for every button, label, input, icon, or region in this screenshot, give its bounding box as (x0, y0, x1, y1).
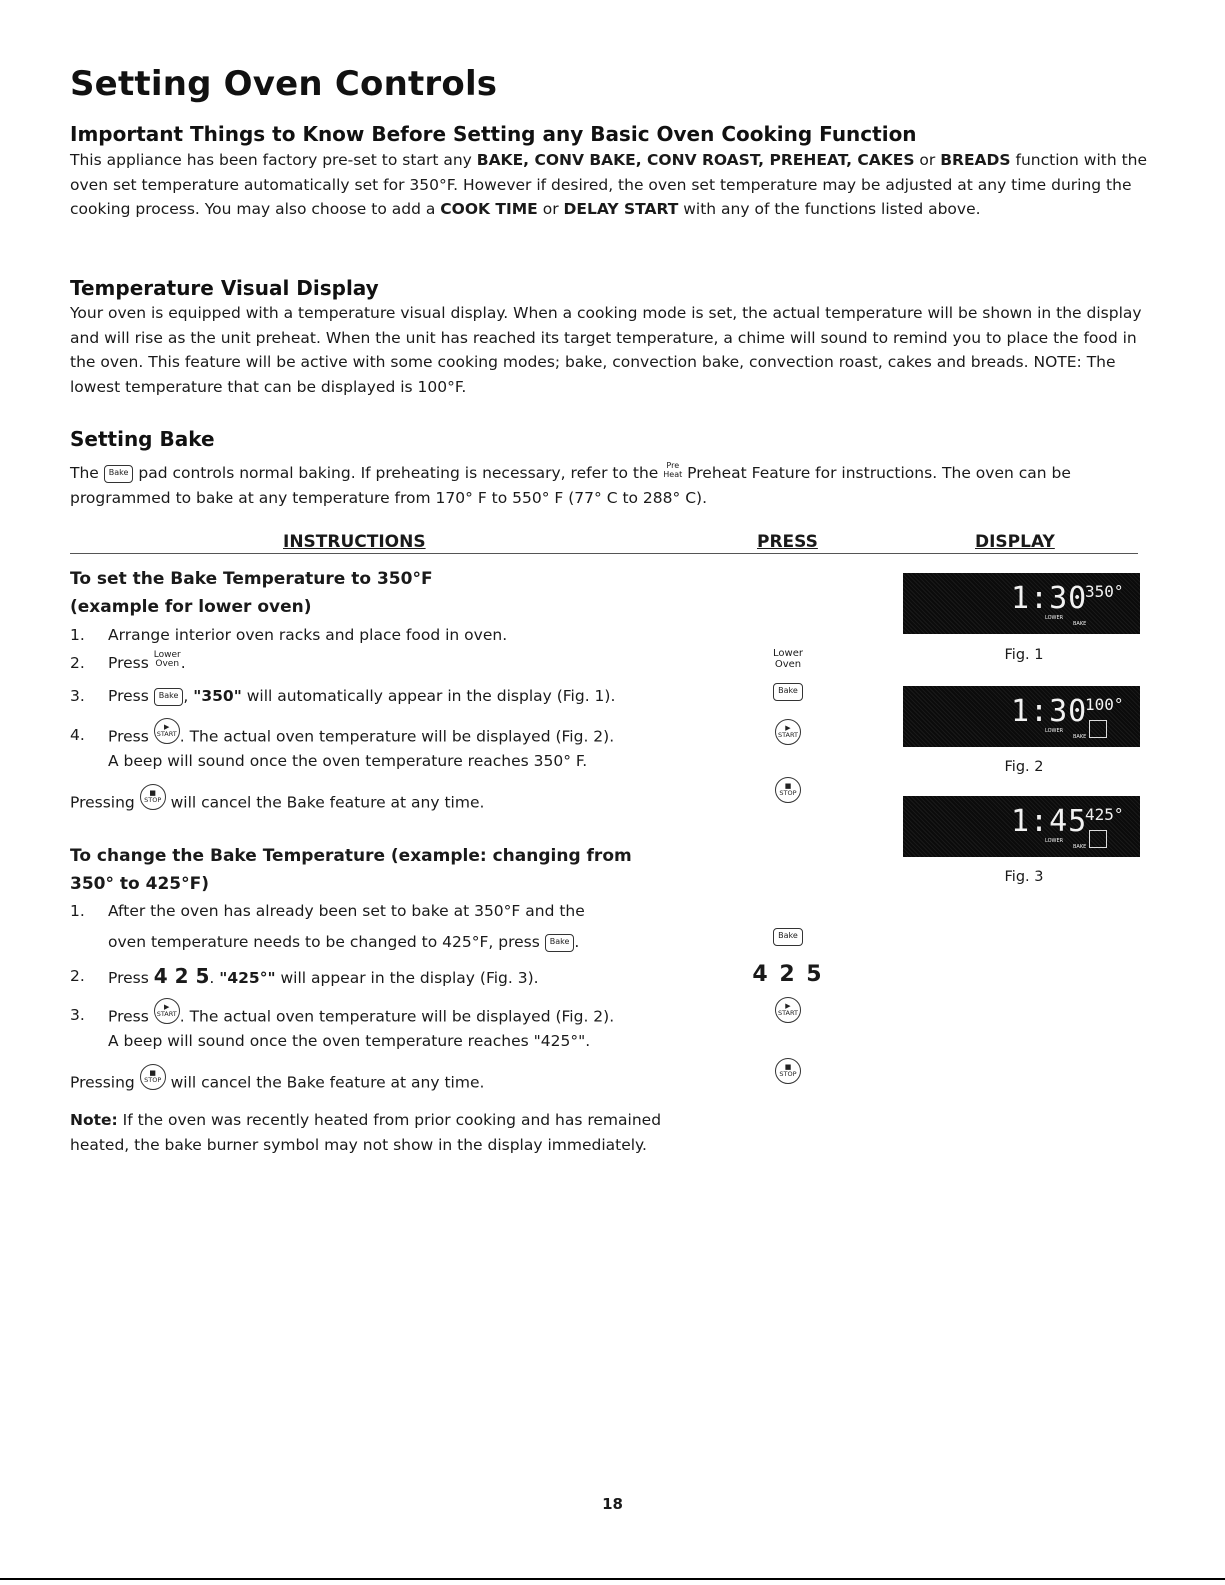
section-text-important: This appliance has been factory pre-set to start any BAKE, CONV BAKE, CONV ROAST, PREHEAT, CAKES or BREADS function with the oven set temperature automatically set for 350°F. However if desired, the oven set temperature may be adjusted at any time during the cooking process. You may also choose to add a COOK TIME or DELAY START with any of the functions listed above. (70, 151, 1148, 218)
block1-step-1: 1. Arrange interior oven racks and place food in oven. (70, 626, 508, 644)
block1-step-2: 2. Press Lower Oven . (70, 649, 186, 672)
page-number: 18 (602, 1495, 623, 1513)
stop-pad-icon: ■ STOP (140, 784, 166, 810)
block1-heading: To set the Bake Temperature to 350°F (70, 569, 433, 589)
bake-pad-icon: Bake (104, 465, 134, 483)
oven-display-fig2: 1:30 100° LOWER BAKE (903, 686, 1140, 747)
block2-subheading: 350° to 425°F) (70, 874, 209, 894)
section-heading-important: Important Things to Know Before Setting any Basic Oven Cooking Function (70, 122, 917, 146)
block1-subheading: (example for lower oven) (70, 597, 312, 617)
block2-step-2: 2. Press 4 2 5. "425°" will appear in the display (Fig. 3). (70, 964, 539, 988)
block2-step-3: 3. Press ▶ START . The actual oven temperature will be displayed (Fig. 2). (70, 1004, 750, 1030)
block2-cancel-note: Pressing ■ STOP will cancel the Bake feature at any time. (70, 1070, 484, 1096)
section-text-setting-bake: The Bake pad controls normal baking. If preheating is necessary, refer to the Pre Heat Preheat Feature for instructions. The oven can be programmed to bake at any temperature from 170° F to 550° F (77° C to 288° C). (70, 460, 1071, 507)
section-heading-setting-bake: Setting Bake (70, 427, 215, 451)
column-header-display: DISPLAY (975, 532, 1055, 552)
press-digits: 4 2 5 (752, 962, 824, 987)
section-text-temperature-display: Your oven is equipped with a temperature visual display. When a cooking mode is set, the actual temperature will be shown in the display and will rise as the unit preheat. When the unit has reached its target temperature, a chime will sound to remind you to place the food in the oven. This feature will be active with some cooking modes; bake, convection bake, convection roast, cakes and breads. NOTE: The lowest temperature that can be displayed is 100°F. (70, 304, 1142, 396)
bake-burner-icon (1089, 720, 1107, 738)
column-header-press: PRESS (757, 532, 818, 552)
press-stop-icon: ■ STOP (760, 777, 816, 803)
block1-step-4: 4. Press ▶ START . The actual oven temperature will be displayed (Fig. 2). (70, 724, 750, 750)
press-start-icon: ▶ START (760, 997, 816, 1023)
block2-step-1-continued: oven temperature needs to be changed to 425°F, press Bake . (108, 933, 580, 951)
figure-caption-2: Fig. 2 (1004, 759, 1044, 775)
bake-pad-icon: Bake (545, 934, 575, 952)
section-heading-temperature-display: Temperature Visual Display (70, 276, 379, 300)
start-pad-icon: ▶ START (154, 718, 180, 744)
press-bake-icon: Bake (760, 681, 816, 701)
block2-heading: To change the Bake Temperature (example: changing from (70, 846, 632, 866)
divider (70, 553, 1138, 554)
block1-step-3: 3. Press Bake , "350" will automatically appear in the display (Fig. 1). (70, 687, 616, 705)
block1-cancel-note: Pressing ■ STOP will cancel the Bake feature at any time. (70, 790, 484, 816)
bake-burner-icon (1089, 830, 1107, 848)
block1-step-4-continued: A beep will sound once the oven temperature reaches 350° F. (108, 752, 588, 770)
press-lower-oven-icon: Lower Oven (773, 648, 803, 670)
column-header-instructions: INSTRUCTIONS (283, 532, 426, 552)
figure-caption-3: Fig. 3 (1004, 869, 1044, 885)
stop-pad-icon: ■ STOP (140, 1064, 166, 1090)
press-bake-icon: Bake (760, 926, 816, 946)
press-start-icon: ▶ START (760, 719, 816, 745)
block2-step-1: 1. After the oven has already been set to bake at 350°F and the (70, 902, 585, 920)
press-stop-icon: ■ STOP (760, 1058, 816, 1084)
oven-display-fig3: 1:45 425° LOWER BAKE (903, 796, 1140, 857)
bake-pad-icon: Bake (154, 688, 184, 706)
block2-step-3-continued: A beep will sound once the oven temperature reaches "425°". (108, 1032, 591, 1050)
start-pad-icon: ▶ START (154, 998, 180, 1024)
oven-display-fig1: 1:30 350° LOWER BAKE (903, 573, 1140, 634)
figure-caption-1: Fig. 1 (1004, 647, 1044, 663)
preheat-pad-icon: Pre Heat (663, 460, 683, 479)
note: Note: If the oven was recently heated from prior cooking and has remained heated, the bake burner symbol may not show in the display immediately. (70, 1111, 662, 1154)
page-title: Setting Oven Controls (70, 64, 498, 104)
lower-oven-pad-icon: Lower Oven (153, 649, 181, 669)
page-bottom-rule (0, 1578, 1225, 1580)
